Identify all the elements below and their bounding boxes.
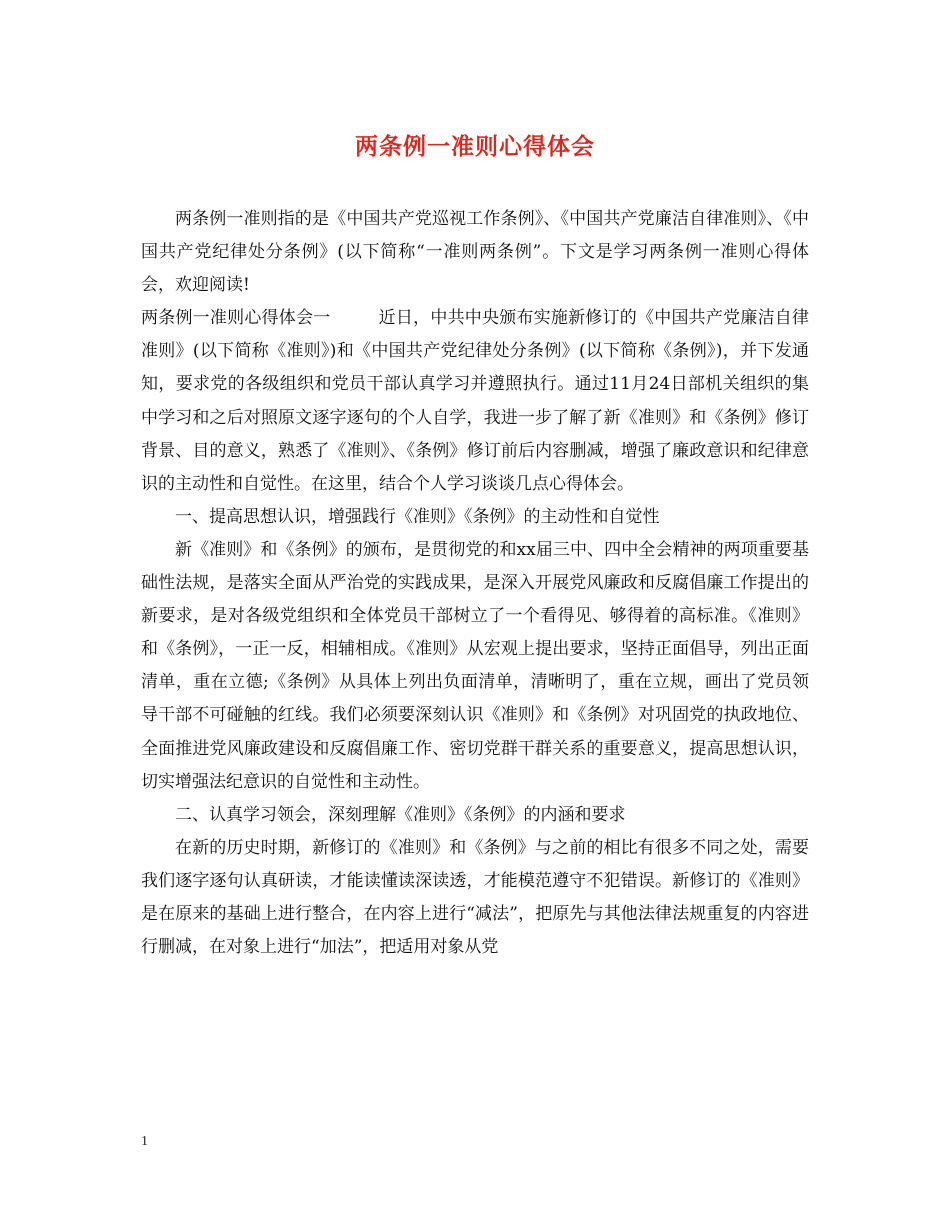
page-number: 1 (141, 1134, 148, 1149)
heading-one: 一、提高思想认识，增强践行《准则》《条例》的主动性和自觉性 (175, 506, 660, 527)
section-paragraph (141, 302, 809, 501)
paragraph-one: 新《准则》和《条例》的颁布，是贯彻党的和xx届三中、四中全会精神的两项重要基础性法规，是落实全面从严治党的实践成果，是深入开展党风廉政和反腐倡廉工作提出的新要求，是对各级党组织和全体党员干部树立了一个看得见、够得着的高标准。《准则》和《条例》，一正一反，相辅相成。《准则》从宏观上提出要求，坚持正面倡导，列出正面清单，重在立德;《条例》从具体上列出负面清单，清晰明了，重在立规，画出了党员领导干部不可碰触的红线。我们必须要深刻认识《准则》和《条例》对巩固党的执政地位、全面推进党风廉政建设和反腐倡廉工作、密切党群干群关系的重要意义，提高思想认识，切实增强法纪意识的自觉性和主动性。 (141, 539, 809, 792)
paragraph-two: 在新的历史时期，新修订的《准则》和《条例》与之前的相比有很多不同之处，需要我们逐字逐句认真研读，才能读懂读深读透，才能模范遵守不犯错误。新修订的《准则》是在原来的基础上进行整合，在内容上进行“减法”，把原先与其他法律法规重复的内容进行删减，在对象上进行“加法”，把适用对象从党 (141, 837, 809, 958)
section-heading: 两条例一准则心得体会一 (141, 308, 331, 329)
heading-two: 二、认真学习领会，深刻理解《准则》《条例》的内涵和要求 (175, 804, 626, 825)
intro-paragraph: 两条例一准则指的是《中国共产党巡视工作条例》、《中国共产党廉洁自律准则》、《中国共产党纪律处分条例》(以下简称“一准则两条例”。下文是学习两条例一准则心得体会，欢迎阅读! (141, 209, 809, 296)
document-body (141, 203, 809, 964)
section-text: 近日，中共中央颁布实施新修订的《中国共产党廉洁自律准则》(以下简称《准则》)和《中国共产党纪律处分条例》(以下简称《条例》)，并下发通知，要求党的各级组织和党员干部认真学习并遵照执行。通过11月24日部机关组织的集中学习和之后对照原文逐字逐句的个人自学，我进一步了解了新《准则》和《条例》修订背景、目的意义，熟悉了《准则》、《条例》修订前后内容删减，增强了廉政意识和纪律意识的主动性和自觉性。在这里，结合个人学习谈谈几点心得体会。 (141, 308, 810, 494)
document-title: 两条例一准则心得体会 (355, 133, 595, 160)
